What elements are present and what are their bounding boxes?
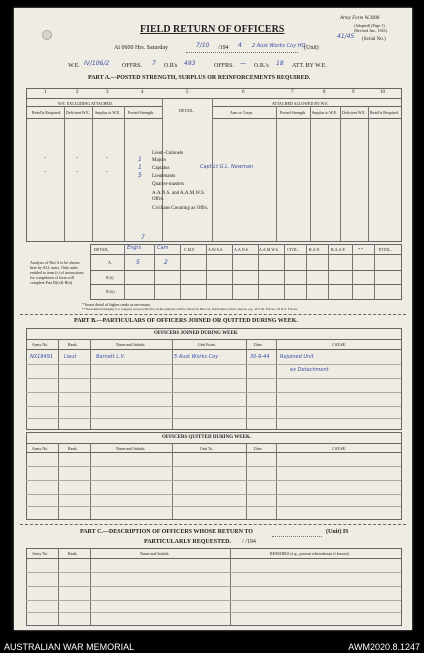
rank-lieutenants: Lieutenants xyxy=(152,174,176,179)
joined-rank: Lieut xyxy=(64,354,77,360)
archive-footer xyxy=(0,638,424,653)
footnote-1: * Insert detail of higher ranks as necessary. xyxy=(82,302,151,307)
total-value: 7 xyxy=(141,234,145,241)
an-head-raaf: R.A.A.F. xyxy=(331,247,346,252)
rank-civilians: Civilians Counting as Offrs. xyxy=(152,206,209,211)
col-num-7: 7 xyxy=(291,90,294,95)
an-head-other: * * xyxy=(358,247,363,252)
joined-name: Barnett L.V. xyxy=(96,354,126,360)
analysis-note: Analysis of Part A to be shown here by ALL units. Only units entitled to item (c) of instructions for completion of form will complete Part B(i) & B(ii). xyxy=(30,260,84,285)
col-num-1: 1 xyxy=(44,90,47,95)
joined-cause-2: ex Detachment xyxy=(290,367,329,373)
head-surplus-1: Surplus to W.E. xyxy=(95,110,121,115)
form-ref-line2: (Adapted) (Page 1) xyxy=(354,23,385,28)
rank-qm: Quarter-masters xyxy=(152,182,185,187)
part-c-head-name: Name and Initials. xyxy=(140,551,170,556)
head-posted-2: Posted Strength. xyxy=(280,110,307,115)
ors2-label: O.R.'s xyxy=(254,63,269,69)
an-head-awas: A.W.A.S. xyxy=(208,247,224,252)
serial-value: 41/45 xyxy=(337,33,355,40)
unit-label: (Unit) xyxy=(304,45,319,51)
an-head-cmf: C.M.F. xyxy=(184,247,196,252)
an-head-total: TOTAL. xyxy=(378,247,392,252)
unit-value: 2 Aust Works Coy HQ xyxy=(252,43,306,49)
year-value: 4 xyxy=(238,42,242,49)
head-arm: Arm or Corps. xyxy=(230,110,254,115)
att-label: ATT. BY W.E. xyxy=(292,63,327,69)
part-c-head-army: Army No. xyxy=(32,551,49,556)
joined-head-unit: Unit From. xyxy=(198,342,216,347)
an-head-engrs: Engrs xyxy=(127,245,142,251)
an-head-ran: R.A.N. xyxy=(309,247,321,252)
quitted-head-army: Army No. xyxy=(32,446,49,451)
attached-note: Capt Lt G.L. Newman xyxy=(200,164,254,170)
col-num-6: 6 xyxy=(242,90,245,95)
joined-head-cause: CAUSE. xyxy=(332,342,347,347)
joined-head-rank: Rank. xyxy=(68,342,78,347)
form-page xyxy=(14,8,412,630)
rank-aans: A.A.N.S. and A.A.M.W.S. Offrs. xyxy=(152,191,206,202)
an-row-a: A. xyxy=(108,260,112,265)
head-deficient-2: Deficient W.E. xyxy=(342,110,366,115)
quitted-head-cause: CAUSE. xyxy=(332,446,347,451)
we-excluding-label: W.E. EXCLUDING ATTACHED. xyxy=(58,101,113,106)
part-c-date: / /194 xyxy=(242,539,256,545)
joined-title: OFFICERS JOINED DURING WEEK xyxy=(154,331,238,336)
form-ref xyxy=(340,16,379,21)
col-num-4: 4 xyxy=(141,90,144,95)
an-row-bii: B (ii) xyxy=(106,289,115,294)
part-c-head-remarks: REMARKS (e.g., present whereabouts if known). xyxy=(270,551,350,556)
form-ref-line3: (Revised Jan., 1943) xyxy=(354,28,387,33)
rank-lt-col: Lieut.-Colonels xyxy=(152,151,184,156)
analysis-table xyxy=(90,244,402,300)
offrs2-value: — xyxy=(240,60,246,67)
col-num-5: 5 xyxy=(186,90,189,95)
archive-name: AUSTRALIAN WAR MEMORIAL xyxy=(4,642,135,652)
an-row-bi: B (i) xyxy=(106,275,114,280)
an-head-aamws: A.A.M.W.S. xyxy=(259,247,279,252)
offrs-value: 7 xyxy=(152,60,156,67)
we-value: IV/106/2 xyxy=(84,60,110,67)
col4-v3: 5 xyxy=(138,172,142,179)
part-c-unit-is: (Unit) IS xyxy=(326,529,349,535)
an-head-civil: CIVIL. xyxy=(287,247,299,252)
part-c-requested: PARTICULARLY REQUESTED. xyxy=(144,539,231,545)
joined-head-army: Army No. xyxy=(32,342,49,347)
part-c-table xyxy=(26,548,402,626)
an-head-detail: DETAIL. xyxy=(94,247,110,252)
year-label: /194 xyxy=(218,45,229,51)
joined-date: 30-9-44 xyxy=(250,354,270,360)
footnote-2: ** Personnel belonging to a category not provided for in the analysis will be shown in this Col. Particulars will be shown, e.g., 2I U.K. Forces; 19 N.Z. Forces. xyxy=(82,307,298,311)
an-head-aans: A.A.N.S. xyxy=(234,247,249,252)
col1-v1: - xyxy=(44,154,47,161)
quitted-title: OFFICERS QUITTED DURING WEEK. xyxy=(162,435,252,440)
joined-cause: Rejoined Unit xyxy=(280,354,314,360)
form-ref-line1: Army Form W.3008 xyxy=(340,16,380,21)
ors2-value: 18 xyxy=(276,60,284,67)
at-label: At 0600 Hrs. Saturday xyxy=(114,45,168,51)
col2-v2: - xyxy=(76,168,79,175)
punch-hole-icon xyxy=(42,30,52,40)
we-label: W.E. xyxy=(68,63,80,69)
col-num-10: 10 xyxy=(380,90,385,95)
head-deficient-1: Deficient W.E. xyxy=(66,110,90,115)
form-title: FIELD RETURN OF OFFICERS xyxy=(140,24,285,35)
col-num-8: 8 xyxy=(323,90,326,95)
part-c-title: PART C.—DESCRIPTION OF OFFICERS WHOSE RETURN TO xyxy=(80,529,253,535)
joined-army-no: NX18491 xyxy=(30,354,54,360)
detail-label: DETAIL. xyxy=(179,108,195,113)
quitted-head-unit: Unit To. xyxy=(200,446,214,451)
part-b-title: PART B.—PARTICULARS OF OFFICERS JOINED OR QUITTED DURING WEEK. xyxy=(74,318,298,324)
part-c-head-rank: Rank. xyxy=(68,551,78,556)
col3-v2: - xyxy=(106,168,109,175)
an-value-cam: 2 xyxy=(164,259,168,266)
joined-unit-from: 5 Aust Works Coy xyxy=(174,354,219,360)
an-head-cam: Cam xyxy=(157,245,169,251)
archive-ref: AWM2020.8.1247 xyxy=(348,642,420,652)
an-value-engrs: 5 xyxy=(136,259,140,266)
col4-v1: 1 xyxy=(138,156,142,163)
joined-head-name: Name and Initials. xyxy=(116,342,146,347)
part-a-title: PART A.—POSTED STRENGTH, SURPLUS OR REINFORCEMENTS REQUIRED. xyxy=(88,75,311,81)
col-num-2: 2 xyxy=(76,90,79,95)
quitted-head-name: Name and Initials. xyxy=(116,446,146,451)
head-reinf-1: Reinf'ts Required. xyxy=(32,110,61,115)
serial-label: (Serial No.) xyxy=(362,37,386,42)
attached-allowed-label: ATTACHED ALLOWED BY W.E. xyxy=(272,101,329,106)
col2-v1: - xyxy=(76,154,79,161)
rank-captains: Captains xyxy=(152,166,170,171)
offrs-label: OFFRS. xyxy=(122,63,142,69)
col1-v2: - xyxy=(44,168,47,175)
col-num-3: 3 xyxy=(106,90,109,95)
col-num-9: 9 xyxy=(352,90,355,95)
offrs2-label: OFFRS. xyxy=(214,63,234,69)
date-value: 7/10 xyxy=(196,42,210,49)
col3-v1: - xyxy=(106,154,109,161)
ors-label: O.R's xyxy=(164,63,178,69)
rank-majors: Majors xyxy=(152,158,167,163)
ors-value: 493 xyxy=(184,60,196,67)
joined-head-date: Date. xyxy=(254,342,263,347)
quitted-head-rank: Rank. xyxy=(68,446,78,451)
col4-v2: 1 xyxy=(138,164,142,171)
quitted-head-date: Date. xyxy=(254,446,263,451)
head-surplus-2: Surplus to W.E. xyxy=(312,110,338,115)
head-reinf-2: Reinf'ts Required. xyxy=(370,110,399,115)
head-posted-1: Posted Strength. xyxy=(128,110,155,115)
